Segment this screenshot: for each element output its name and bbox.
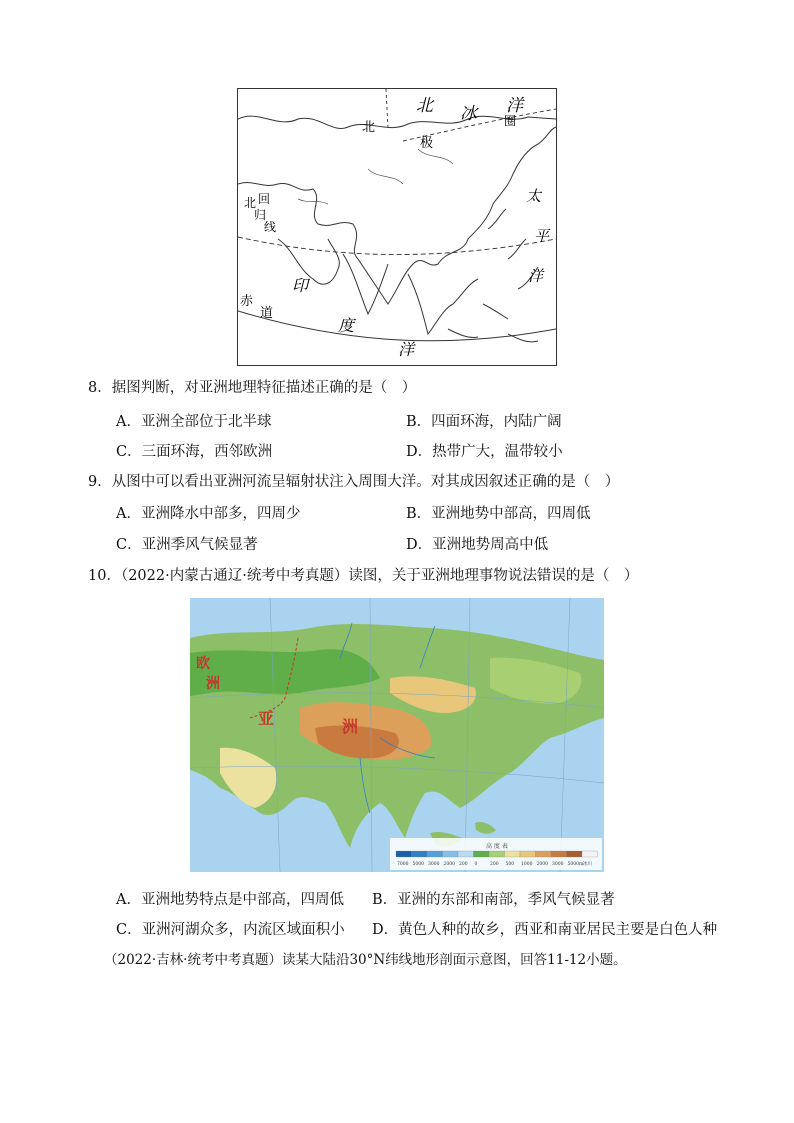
- coastline-india: [343, 254, 388, 314]
- legend-tick-label: 2000: [536, 862, 548, 867]
- label-bei-mid: 北: [362, 120, 376, 135]
- label-ya: 亚: [258, 709, 275, 728]
- legend-title: 高 度 表: [486, 843, 508, 850]
- intro-questions-11-12: （2022·吉林·统考中考真题）读某大陆沿30°N纬线地形剖面示意图，回答11-12小题。: [104, 952, 627, 968]
- inner-lines: [298, 149, 453, 204]
- tropic-of-cancer-line: [238, 237, 556, 255]
- legend-swatch: [567, 851, 583, 857]
- legend-swatch: [412, 851, 428, 857]
- legend-tick-label: 0: [474, 862, 478, 867]
- label-tai: 太: [526, 187, 542, 205]
- label-yang-right: 洋: [528, 267, 544, 285]
- legend-tick-label: 3000: [428, 862, 440, 867]
- legend-tick-label: 200: [490, 862, 499, 867]
- question-9-option-c: C．亚洲季风气候显著: [116, 537, 258, 553]
- legend-tick-label: 冰川: [583, 862, 592, 867]
- label-dao: 道: [260, 306, 274, 321]
- coastline-seasia: [408, 274, 478, 334]
- question-9-option-b: B．亚洲地势中部高，四周低: [406, 506, 591, 522]
- legend-swatch: [474, 851, 490, 857]
- legend-swatch: [443, 851, 459, 857]
- question-10-stem: 10．（2022·内蒙古通辽·统考中考真题）读图，关于亚洲地理事物说法错误的是（ ）: [88, 568, 639, 584]
- legend-tick-label: 5000: [412, 862, 424, 867]
- meridian-line: [386, 89, 388, 129]
- legend-tick-label: 5000m: [567, 862, 584, 867]
- legend-swatch: [458, 851, 474, 857]
- asia-physical-map: [190, 598, 604, 872]
- legend-swatch: [427, 851, 443, 857]
- label-chi: 赤: [240, 294, 254, 309]
- question-8-option-b: B．四面环海，内陆广阔: [406, 414, 562, 430]
- question-8-option-d: D．热带广大，温带较小: [406, 444, 563, 460]
- legend-swatch: [489, 851, 505, 857]
- label-zhou-right: 洲: [342, 717, 359, 736]
- question-10-option-d: D．黄色人种的故乡，西亚和南亚居民主要是白色人种: [372, 922, 718, 938]
- question-10-option-b: B．亚洲的东部和南部，季风气候显著: [372, 892, 615, 908]
- label-yang-top: 洋: [506, 96, 523, 116]
- label-ping: 平: [534, 227, 550, 245]
- legend-swatch: [505, 851, 521, 857]
- label-north: 北: [416, 96, 433, 116]
- question-9-stem: 9．从图中可以看出亚洲河流呈辐射状注入周围大洋。对其成因叙述正确的是（ ）: [88, 474, 620, 490]
- question-8-stem: 8．据图判断，对亚洲地理特征描述正确的是（ ）: [88, 380, 417, 396]
- asia-physical-svg: [190, 598, 604, 872]
- label-ji: 极: [420, 136, 434, 151]
- legend-swatch: [582, 851, 598, 857]
- equator-line: [238, 311, 556, 341]
- label-quan: 圈: [504, 114, 517, 128]
- legend-tick-label: 3000: [552, 862, 564, 867]
- legend-swatch: [520, 851, 536, 857]
- label-du: 度: [338, 316, 355, 335]
- asia-outline-svg: [238, 89, 556, 365]
- legend-swatch: [551, 851, 567, 857]
- question-8-option-c: C．三面环海，西邻欧洲: [116, 444, 273, 460]
- elevation-legend: [390, 838, 602, 870]
- islands: [448, 304, 538, 342]
- label-bing: 冰: [460, 104, 477, 124]
- legend-tick-label: 500: [505, 862, 515, 867]
- legend-tick-label: 2000: [443, 862, 455, 867]
- label-zhou-left: 洲: [206, 676, 220, 692]
- legend-swatch: [536, 851, 552, 857]
- label-bei-left: 北: [244, 196, 257, 210]
- question-10-option-a: A．亚洲地势特点是中部高，四周低: [116, 892, 344, 908]
- legend-tick-label: 1000: [521, 862, 533, 867]
- question-10-option-c: C．亚洲河湖众多，内流区域面积小: [116, 922, 345, 938]
- label-yin: 印: [292, 276, 309, 295]
- question-8-option-a: A．亚洲全部位于北半球: [116, 414, 272, 430]
- legend-swatch: [396, 851, 412, 857]
- question-9-option-a: A．亚洲降水中部多，四周少: [116, 506, 301, 522]
- question-9-option-d: D．亚洲地势周高中低: [406, 537, 549, 553]
- asia-outline-map: [237, 88, 557, 366]
- coastline-asia: [238, 127, 556, 304]
- label-gui: 归: [254, 208, 267, 222]
- legend-tick-label: 200: [459, 862, 468, 867]
- label-ou: 欧: [196, 656, 210, 672]
- label-xian: 线: [264, 220, 277, 234]
- legend-tick-label: 7000: [397, 862, 409, 867]
- label-hui: 回: [258, 192, 271, 206]
- label-yang-bottom: 洋: [398, 340, 415, 359]
